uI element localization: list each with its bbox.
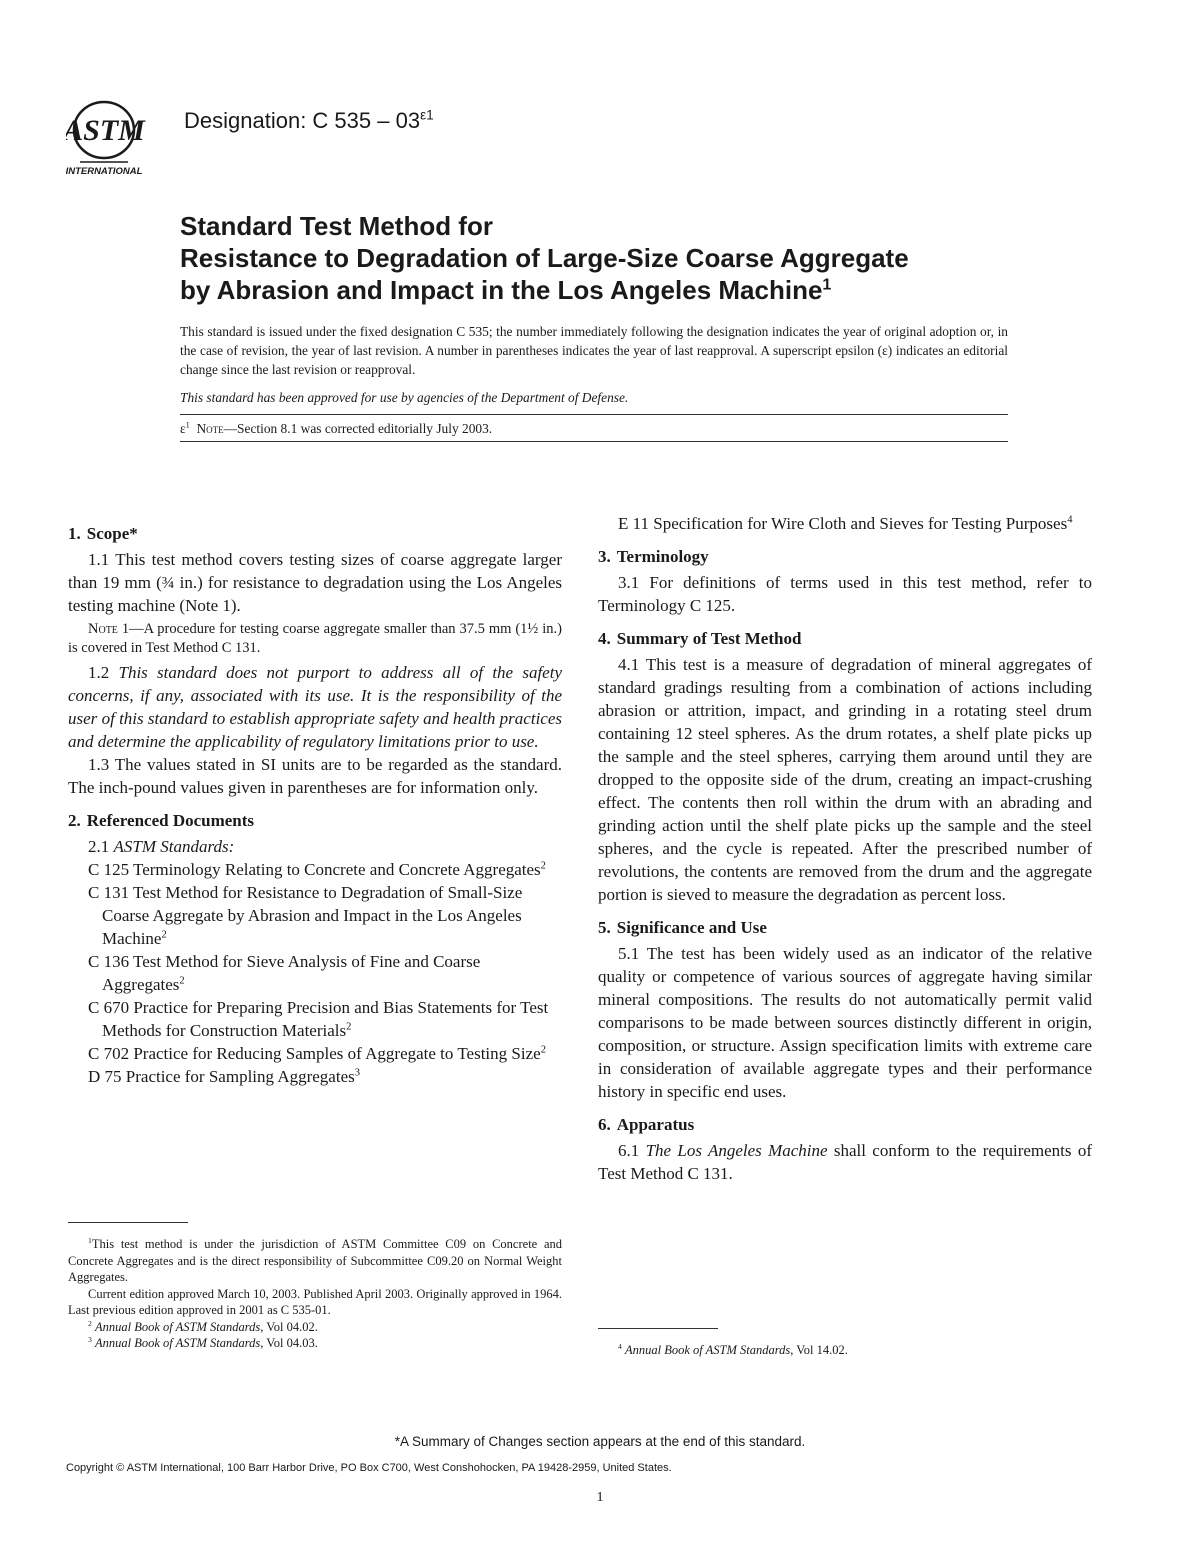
footnote-mark: 4 xyxy=(618,1341,622,1351)
paragraph-3-1: 3.1 For definitions of terms used in this test method, refer to Terminology C 125. xyxy=(598,573,1092,615)
footnote-1 xyxy=(68,1236,562,1286)
astm-logo xyxy=(66,96,172,178)
epsilon-note xyxy=(180,421,492,437)
note-1-text: —A procedure for testing coarse aggregate smaller than 37.5 mm (1½ in.) is covered in Test Method C 131. xyxy=(68,621,562,656)
section-title: Scope* xyxy=(86,524,138,543)
reference-footnote-mark: 2 xyxy=(161,929,167,941)
footnote-mark: 2 xyxy=(88,1318,92,1328)
section-number: 2. xyxy=(68,811,81,830)
section-heading-summary xyxy=(598,627,1092,650)
reference-footnote-mark: 2 xyxy=(540,860,546,872)
footnote-1-edition: Current edition approved March 10, 2003. Published April 2003. Originally approved in 1964. Last previous edition approved in 2001 as C 535-01. xyxy=(68,1286,562,1317)
paragraph-4-1: 4.1 This test is a measure of degradation of mineral aggregates of standard gradings resulting from a combination of actions including abrasion or attrition, impact, and grinding in a rotating steel drum containing 12 steel spheres. As the drum rotates, a shelf plate picks up the sample and the steel spheres, carrying them around until they are dropped to the opposite side of the drum, creating an impact-crushing effect. The contents then roll within the drum with an abrading and grinding action until the shelf plate picks up the sample and the steel spheres, and the cycle is repeated. After the prescribed number of revolutions, the contents are removed from the drum and the aggregate portion is sieved to measure the degradation as percent loss. xyxy=(598,655,1092,904)
reference-text: E 11 Specification for Wire Cloth and Sieves for Testing Purposes xyxy=(618,514,1068,533)
paragraph-1-2 xyxy=(68,661,562,753)
paragraph-5-1: 5.1 The test has been widely used as an indicator of the relative quality or competence of various sources of aggregate having similar mineral compositions. The results do not automatically permit valid comparisons to be made between sources distinctly different in origin, composition, or structure. Assign specification limits with extreme care in consideration of available aggregate types and their performance history in specific end uses. xyxy=(598,944,1092,1101)
document-title xyxy=(180,210,1080,306)
footnote-text: , Vol 14.02. xyxy=(790,1343,848,1357)
footnote-text: This test method is under the jurisdiction of ASTM Committee C09 on Concrete and Concrete Aggregates and is the direct responsibility of Subcommittee C09.20 on Normal Weight Aggregates. xyxy=(68,1237,562,1284)
designation-sup: ε1 xyxy=(420,107,434,123)
title-footnote-mark: 1 xyxy=(822,275,832,294)
issued-statement: This standard is issued under the fixed designation C 535; the number immediately following the designation indicates the year of original adoption or, in the case of revision, the year of last revision. A number in parentheses indicates the year of last reapproval. A superscript epsilon (ε) indicates an editorial change since the last revision or reapproval. xyxy=(180,324,1008,377)
logo-text: ASTM xyxy=(66,114,145,147)
footnote-mark: 3 xyxy=(88,1334,92,1344)
paragraph-1-1: 1.1 This test method covers testing sizes of coarse aggregate larger than 19 mm (¾ in.) for resistance to degradation using the Los Angeles testing machine (Note 1). xyxy=(68,550,562,615)
reference-item-e11 xyxy=(598,512,1092,535)
dod-statement: This standard has been approved for use by agencies of the Department of Defense. xyxy=(180,390,629,405)
reference-footnote-mark: 4 xyxy=(1067,514,1073,526)
reference-text: C 670 Practice for Preparing Precision and Bias Statements for Test Methods for Construction Materials xyxy=(88,998,549,1040)
reference-text: C 136 Test Method for Sieve Analysis of Fine and Coarse Aggregates xyxy=(88,952,481,994)
footnote-text: , Vol 04.02. xyxy=(260,1319,318,1334)
section-number: 6. xyxy=(598,1115,611,1134)
designation-label: Designation: C 535 – 03 xyxy=(184,108,421,133)
paragraph-text: shall conform to the requirements of Test Method C 131. xyxy=(598,1141,1092,1183)
reference-item xyxy=(68,996,562,1042)
note-text: —Section 8.1 was corrected editorially July 2003. xyxy=(223,421,493,436)
footnote-text: , Vol 04.03. xyxy=(260,1336,318,1350)
reference-text: C 125 Terminology Relating to Concrete and Concrete Aggregates xyxy=(88,860,541,879)
section-title: Apparatus xyxy=(616,1115,695,1134)
paragraph-number: 1.2 xyxy=(88,663,110,682)
astm-standards-label: ASTM Standards: xyxy=(113,837,235,856)
footnotes-right xyxy=(598,1342,1092,1359)
divider xyxy=(180,441,1008,442)
paragraph-1-3: 1.3 The values stated in SI units are to be regarded as the standard. The inch-pound values given in parentheses are for information only. xyxy=(68,755,562,797)
title-line-1: Standard Test Method for xyxy=(180,211,493,241)
reference-footnote-mark: 2 xyxy=(540,1044,546,1056)
reference-footnote-mark: 2 xyxy=(346,1021,352,1033)
astm-logo-graphic xyxy=(66,96,172,178)
reference-text: D 75 Practice for Sampling Aggregates xyxy=(88,1067,355,1086)
section-heading-significance xyxy=(598,916,1092,939)
footnote-divider xyxy=(598,1328,718,1329)
section-number: 3. xyxy=(598,547,611,566)
title-line-3-text: by Abrasion and Impact in the Los Angeles Machine xyxy=(180,275,823,305)
reference-item xyxy=(68,881,562,950)
reference-item xyxy=(68,1042,562,1065)
footnote-divider xyxy=(68,1222,188,1223)
section-number: 5. xyxy=(598,918,611,937)
footnote-title: Annual Book of ASTM Standards xyxy=(95,1319,261,1334)
reference-text: C 131 Test Method for Resistance to Degradation of Small-Size Coarse Aggregate by Abrasion and Impact in the Los Angeles Machine xyxy=(88,883,523,948)
reference-footnote-mark: 3 xyxy=(354,1067,361,1079)
left-column xyxy=(68,512,562,1088)
paragraph-number: 2.1 xyxy=(88,837,110,856)
title-line-3 xyxy=(180,274,1080,306)
note-label: Note xyxy=(196,421,224,436)
epsilon-sup: 1 xyxy=(185,420,190,430)
title-line-2: Resistance to Degradation of Large-Size Coarse Aggregate xyxy=(180,243,909,273)
paragraph-6-1 xyxy=(598,1139,1092,1185)
section-number: 4. xyxy=(598,629,611,648)
summary-of-changes-note: *A Summary of Changes section appears at the end of this standard. xyxy=(394,1434,806,1449)
section-number: 1. xyxy=(68,524,81,543)
reference-footnote-mark: 2 xyxy=(179,975,185,987)
page-number: 1 xyxy=(596,1490,604,1505)
footnote-title: Annual Book of ASTM Standards xyxy=(625,1343,791,1357)
copyright-notice: Copyright © ASTM International, 100 Barr Harbor Drive, PO Box C700, West Conshohocken, PA 19428-2959, United States. xyxy=(66,1462,672,1474)
footnote-3 xyxy=(68,1335,562,1352)
logo-subtext: INTERNATIONAL xyxy=(66,166,143,177)
footnote-mark: 1 xyxy=(88,1235,92,1245)
safety-statement: This standard does not purport to address all of the safety concerns, if any, associated with its use. It is the responsibility of the user of this standard to establish appropriate safety and health practices and determine the applicability of regulatory limitations prior to use. xyxy=(68,663,562,751)
note-1-label: Note 1 xyxy=(88,621,130,637)
section-heading-scope xyxy=(68,522,562,545)
section-title: Significance and Use xyxy=(616,918,767,937)
section-heading-terminology xyxy=(598,545,1092,568)
paragraph-number: 6.1 xyxy=(618,1141,640,1160)
footnote-4 xyxy=(598,1342,1092,1359)
section-heading-apparatus xyxy=(598,1113,1092,1136)
reference-item xyxy=(68,1065,562,1088)
machine-name: The Los Angeles Machine xyxy=(645,1141,828,1160)
footnotes-left xyxy=(68,1236,562,1352)
divider xyxy=(180,414,1008,415)
reference-text: C 702 Practice for Reducing Samples of Aggregate to Testing Size xyxy=(88,1044,541,1063)
paragraph-2-1 xyxy=(68,835,562,858)
footnote-title: Annual Book of ASTM Standards xyxy=(95,1336,261,1350)
reference-item xyxy=(68,858,562,881)
right-column xyxy=(598,512,1092,1185)
reference-item xyxy=(68,950,562,996)
designation xyxy=(184,108,434,134)
note-1 xyxy=(68,620,562,658)
footnote-2 xyxy=(68,1319,562,1336)
section-title: Terminology xyxy=(616,547,709,566)
section-title: Referenced Documents xyxy=(86,811,255,830)
section-heading-referenced-documents xyxy=(68,809,562,832)
section-title: Summary of Test Method xyxy=(616,629,802,648)
epsilon-symbol: ε xyxy=(180,421,186,436)
